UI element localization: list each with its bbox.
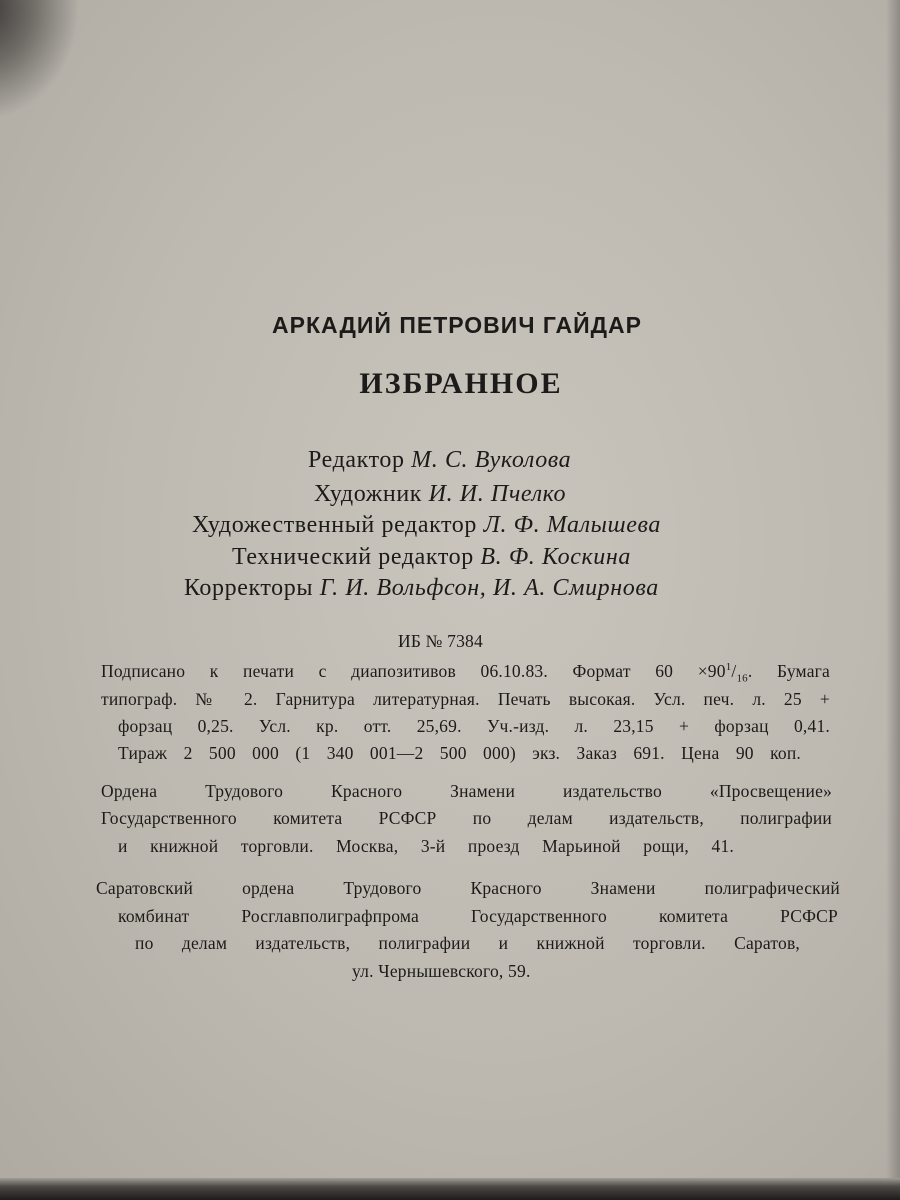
printer-line: ул. Чернышевского, 59. — [352, 961, 531, 981]
credit-proofreaders — [184, 575, 659, 602]
author-name: АРКАДИЙ ПЕТРОВИЧ ГАЙДАР — [272, 312, 642, 338]
book-title: ИЗБРАННОЕ — [359, 367, 563, 400]
credit-editor — [308, 447, 571, 474]
imprint-line: форзац 0,25. Усл. кр. отт. 25,69. Уч.-изд. л. 23,15 + форзац 0,41. — [118, 716, 830, 736]
page-bottom-edge — [0, 1178, 900, 1200]
credit-tech-editor — [232, 544, 631, 571]
page-corner-shadow — [0, 0, 80, 120]
publisher-line: Государственного комитета РСФСР по делам издательств, полиграфии — [101, 808, 832, 828]
credit-role: Художественный редактор — [192, 512, 477, 538]
imprint-line: Подписано к печати с диапозитивов 06.10.83. Формат $60 \times 90^1/_{16}$. Бумага — [101, 661, 831, 685]
publisher-line: Ордена Трудового Красного Знамени издательство «Просвещение» — [101, 781, 832, 801]
imprint-line: типограф. № 2. Гарнитура литературная. Печать высокая. Усл. печ. л. 25 + — [101, 689, 830, 709]
credit-person: И. И. Пчелко — [428, 481, 567, 507]
credit-person: Л. Ф. Малышева — [483, 512, 661, 538]
credit-role: Художник — [314, 481, 423, 507]
page-right-edge — [886, 0, 900, 1200]
credit-art-editor — [192, 512, 661, 539]
ib-number: ИБ № 7384 — [398, 631, 483, 651]
printer-line: по делам издательств, полиграфии и книжной торговли. Саратов, — [135, 933, 800, 953]
credit-person: В. Ф. Коскина — [480, 544, 631, 570]
imprint-line: Тираж 2 500 000 (1 340 001—2 500 000) экз. Заказ 691. Цена 90 коп. — [118, 743, 801, 763]
credit-artist — [314, 481, 566, 508]
credit-person: М. С. Вуколова — [411, 447, 572, 473]
printer-line: комбинат Росглавполиграфпрома Государственного комитета РСФСР — [118, 906, 838, 926]
printer-line: Саратовский ордена Трудового Красного Знамени полиграфический — [96, 878, 840, 898]
publisher-line: и книжной торговли. Москва, 3-й проезд Марьиной рощи, 41. — [118, 836, 734, 856]
credit-role: Технический редактор — [232, 544, 474, 570]
credit-role: Редактор — [308, 447, 405, 473]
credit-person: Г. И. Вольфсон, И. А. Смирнова — [319, 575, 659, 601]
credit-role: Корректоры — [184, 575, 314, 601]
